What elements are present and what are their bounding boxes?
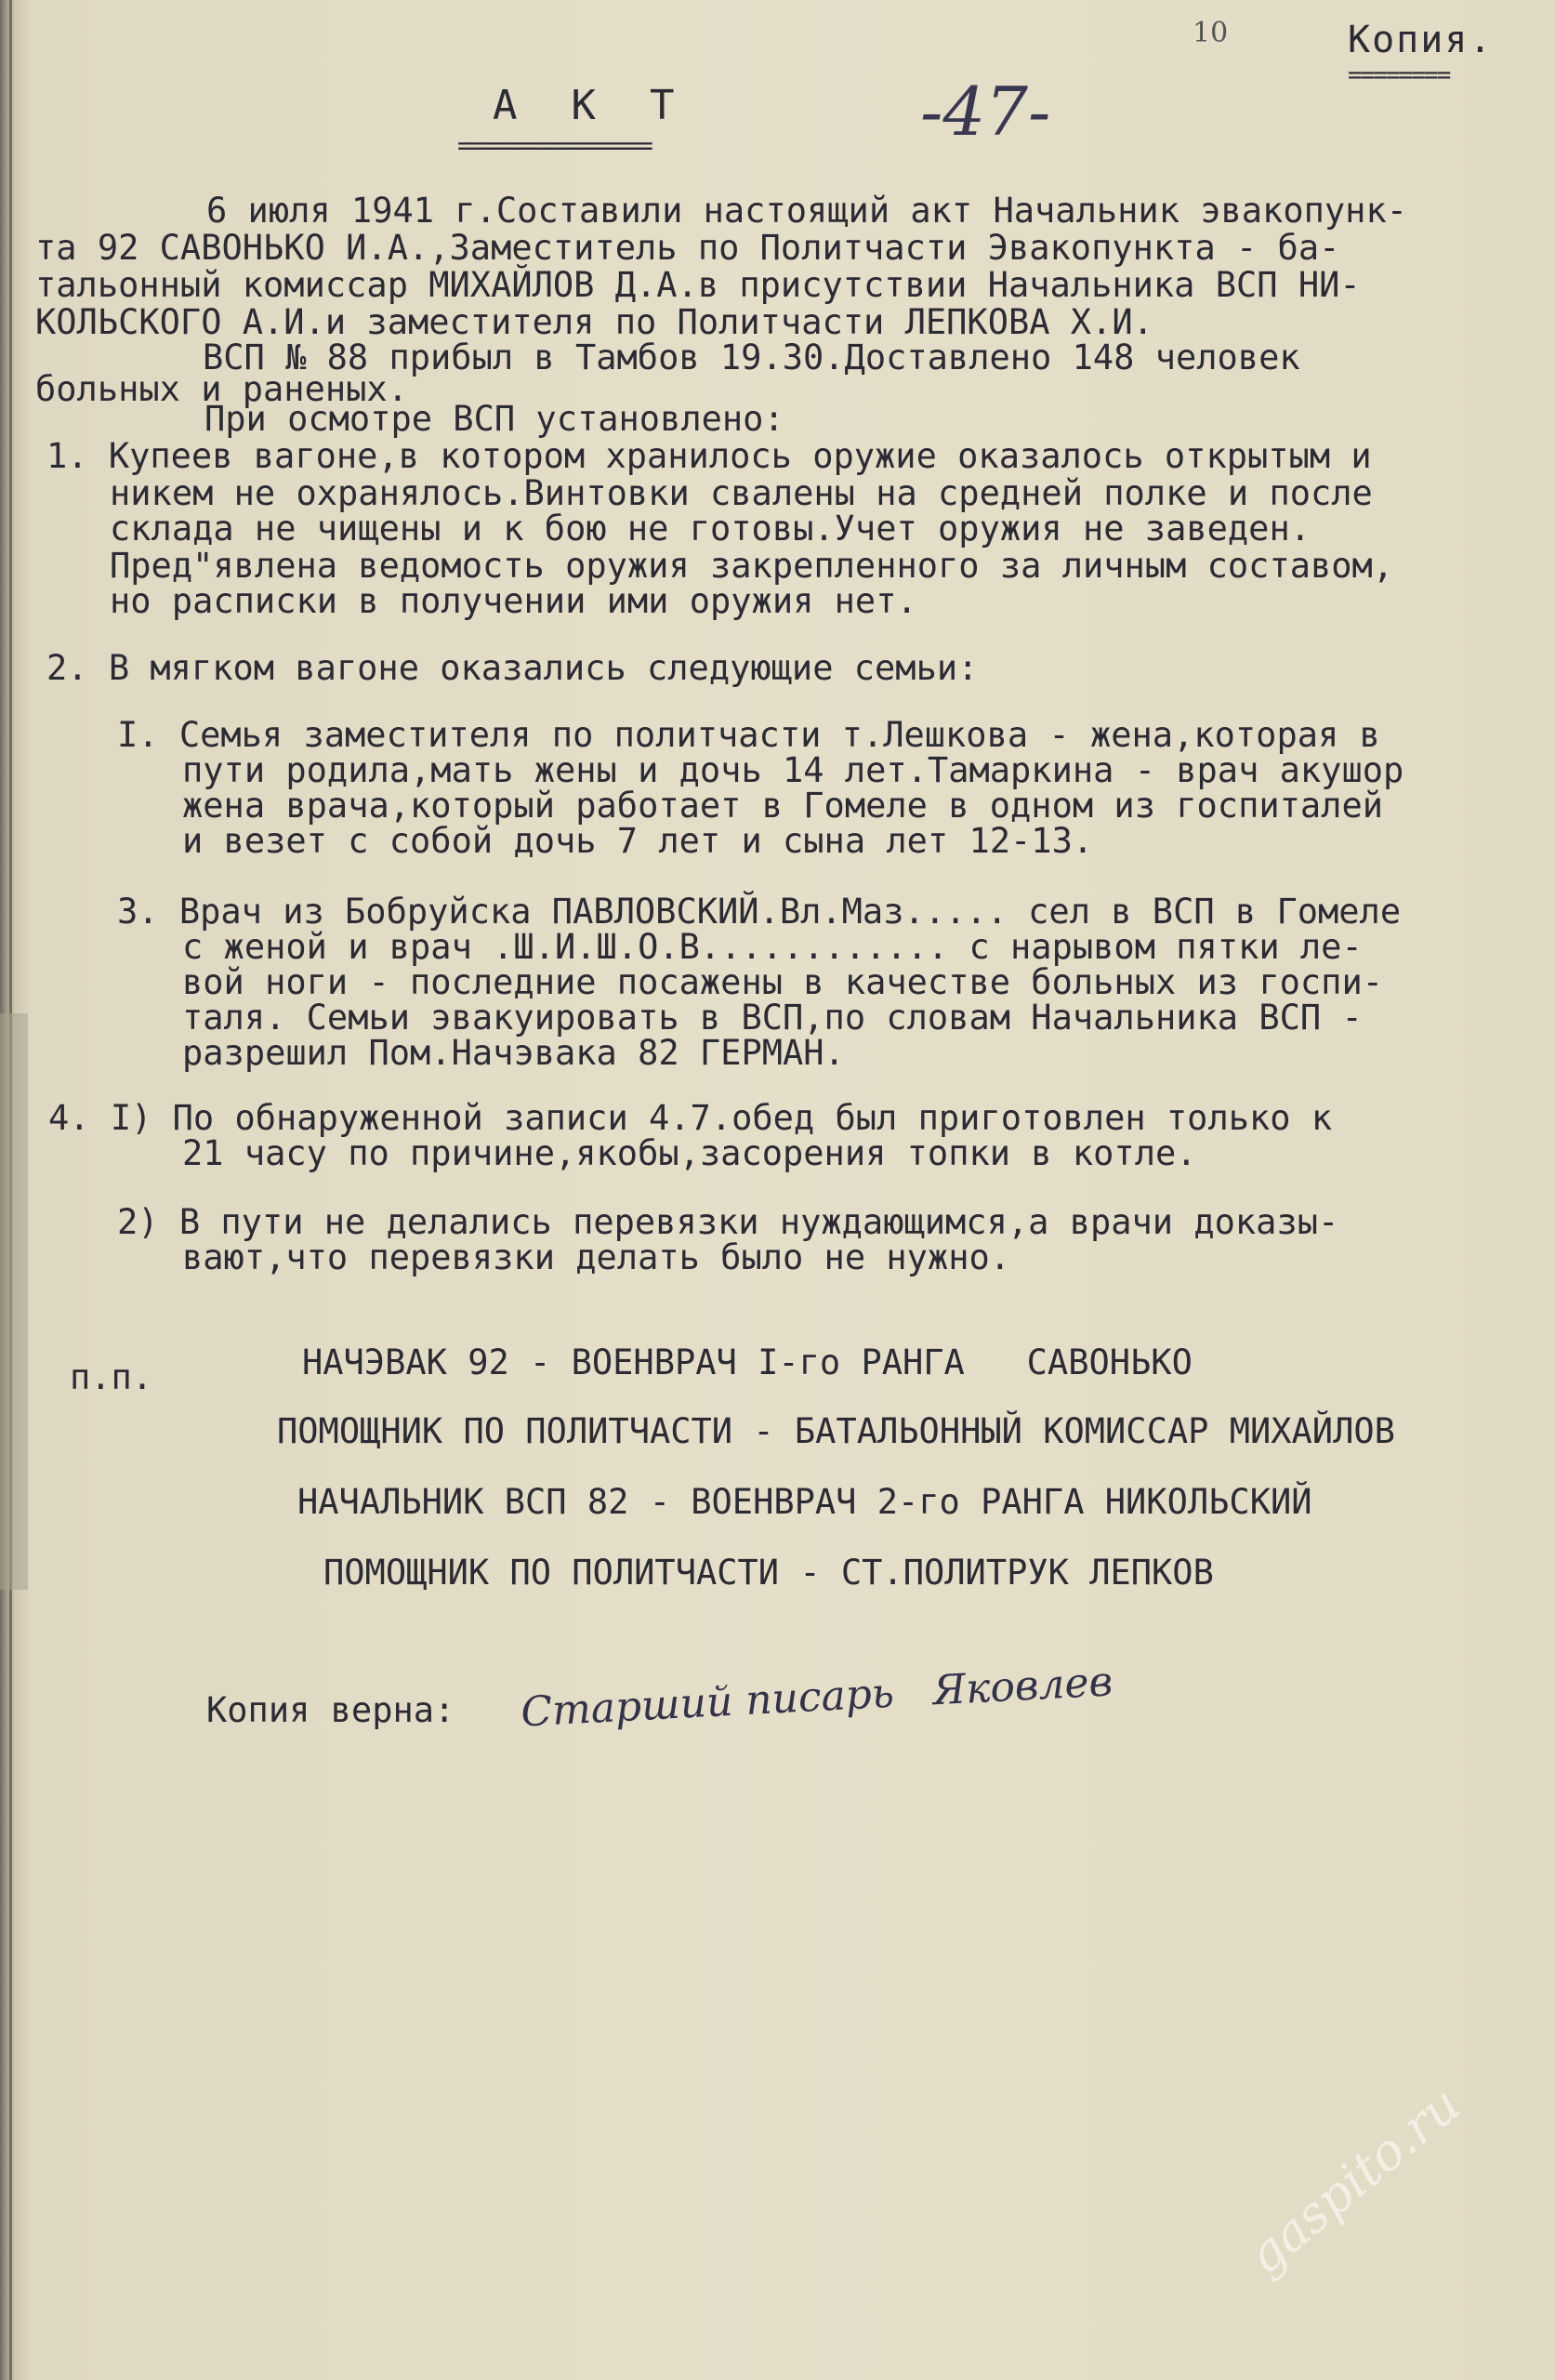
body-line: вают,что перевязки делать было не нужно. — [182, 1237, 1011, 1277]
body-line: Пред"явлена ведомость оружия закрепленного за личным составом, — [110, 546, 1394, 586]
list-item: 2. В мягком вагоне оказались следующие семьи: — [46, 648, 979, 688]
body-line: ВСП № 88 прибыл в Тамбов 19.30.Доставлено 148 человек — [203, 337, 1300, 377]
body-line: больных и раненых. — [35, 369, 408, 409]
paper-edge-shadow — [0, 1013, 28, 1590]
body-line: та 92 САВОНЬКО И.А.,Заместитель по Политчасти Эвакопункта - ба- — [35, 228, 1340, 268]
body-line: жена врача,который работает в Гомеле в одном из госпиталей — [182, 786, 1384, 826]
list-item: 3. Врач из Бобруйска ПАВЛОВСКИЙ.Вл.Маз..... сел в ВСП в Гомеле — [117, 892, 1402, 932]
body-line: При осмотре ВСП установлено: — [204, 399, 784, 439]
body-line: разрешил Пом.Начэвака 82 ГЕРМАН. — [182, 1033, 845, 1073]
signature-line: НАЧЭВАК 92 - ВОЕНВРАЧ I-го РАНГА САВОНЬКО — [302, 1342, 1193, 1382]
list-item: 4. I) По обнаруженной записи 4.7.обед был приготовлен только к — [48, 1098, 1333, 1138]
copy-mark: Копия. — [1348, 19, 1494, 61]
body-line: тальонный комиссар МИХАЙЛОВ Д.А.в присутствии Начальника ВСП НИ- — [35, 265, 1361, 305]
copy-mark-underline: ======== — [1348, 61, 1450, 89]
list-item: I. Семья заместителя по политчасти т.Лешкова - жена,которая в — [117, 715, 1380, 755]
body-line: но расписки в получении ими оружия нет. — [110, 581, 917, 621]
title-underline: =============== — [457, 130, 651, 161]
body-line: и везет с собой дочь 7 лет и сына лет 12-13. — [182, 821, 1094, 861]
document-title: АКТ — [493, 82, 729, 129]
body-line: никем не охранялось.Винтовки свалены на средней полке и после — [110, 473, 1373, 513]
body-line: пути родила,мать жены и дочь 14 лет.Тамаркина - врач акушор — [182, 750, 1404, 790]
page-number: 10 — [1193, 17, 1229, 49]
body-line: 21 часу по причине,якобы,засорения топки в котле. — [182, 1133, 1197, 1173]
body-line: склада не чищены и к бою не готовы.Учет оружия не заведен. — [110, 509, 1311, 549]
list-item: 1. Купеев вагоне,в котором хранилось оружие оказалось открытым и — [46, 436, 1372, 476]
list-item: 2) В пути не делались перевязки нуждающимся,а врачи доказы- — [117, 1202, 1339, 1242]
signature-label: п.п. — [70, 1357, 153, 1397]
handwritten-signature: Старший писарь Яковлев — [520, 1658, 1114, 1737]
body-line: с женой и врач .Ш.И.Ш.О.В............ с нарывом пятки ле- — [182, 927, 1363, 967]
body-line: КОЛЬСКОГО А.И.и заместителя по Политчасти ЛЕПКОВА Х.И. — [35, 302, 1153, 342]
body-line: таля. Семьи эвакуировать в ВСП,по словам Начальника ВСП - — [182, 998, 1363, 1038]
signature-line: ПОМОЩНИК ПО ПОЛИТЧАСТИ - БАТАЛЬОННЫЙ КОМИССАР МИХАЙЛОВ — [277, 1411, 1395, 1451]
watermark: gaspito.ru — [1236, 2074, 1471, 2286]
certification-label: Копия верна: — [206, 1690, 455, 1730]
handwritten-number: -47- — [920, 73, 1051, 151]
body-line: вой ноги - последние посажены в качестве больных из госпи- — [182, 962, 1384, 1002]
signature-line: НАЧАЛЬНИК ВСП 82 - ВОЕНВРАЧ 2-го РАНГА НИКОЛЬСКИЙ — [297, 1482, 1312, 1522]
signature-line: ПОМОЩНИК ПО ПОЛИТЧАСТИ - СТ.ПОЛИТРУК ЛЕПКОВ — [323, 1553, 1214, 1593]
body-line: 6 июля 1941 г.Составили настоящий акт Начальник эвакопунк- — [206, 191, 1408, 231]
